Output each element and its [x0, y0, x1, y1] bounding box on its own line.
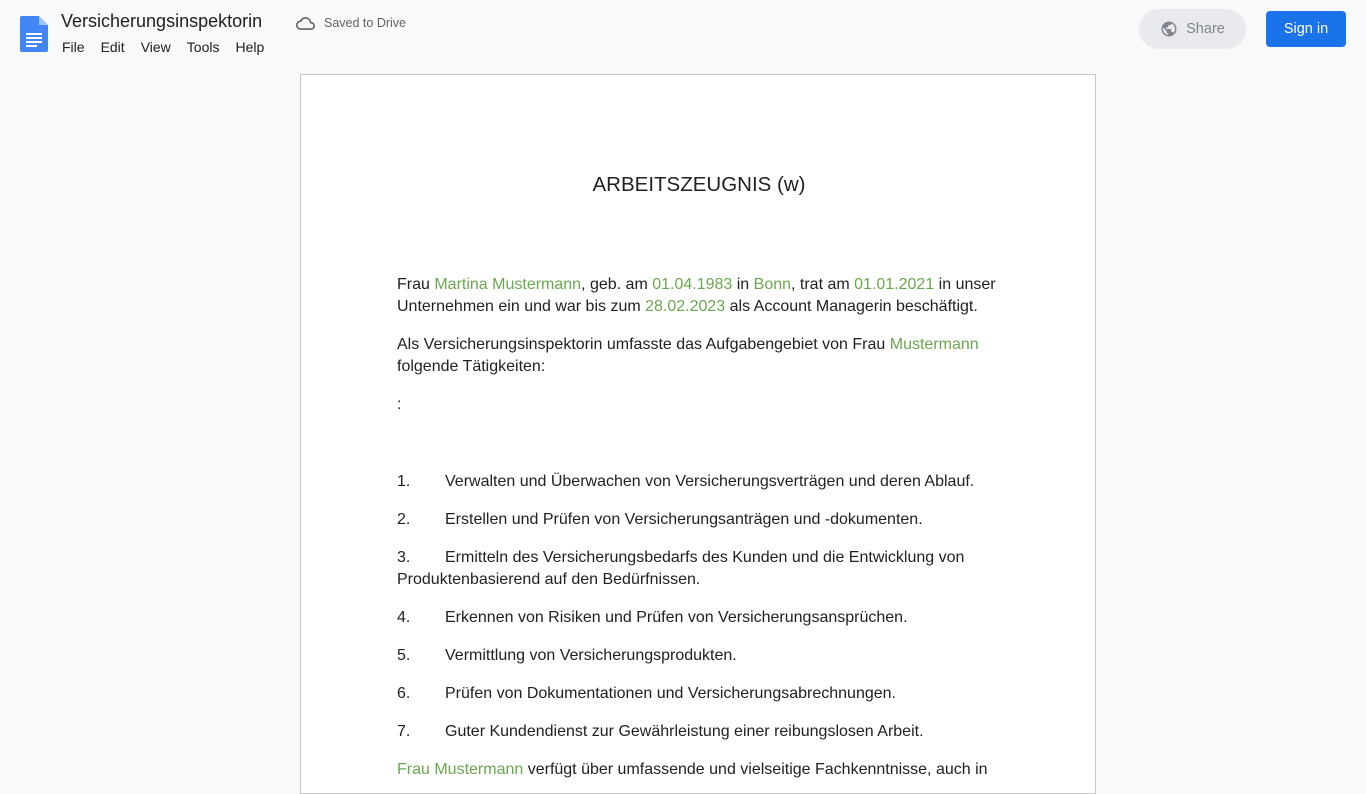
start-date: 01.01.2021 — [854, 276, 935, 293]
list-number: 1. — [397, 473, 411, 490]
share-label: Share — [1186, 21, 1225, 37]
menu-file[interactable]: File — [62, 39, 85, 55]
document-page[interactable] — [300, 74, 1096, 794]
closing-paragraph: Frau Mustermann verfügt über umfassende und vielseitige Fachkenntnisse, auch in — [397, 761, 988, 778]
menu-bar — [54, 36, 272, 58]
list-item — [397, 721, 1001, 743]
employee-surname: Mustermann — [889, 336, 979, 353]
intro-paragraph: Frau Martina Mustermann, geb. am 01.04.1983 in Bonn, trat am 01.01.2021 in unser Unternehmen ein und war bis zum 28.02.2023 als Account Managerin beschäftigt. — [397, 276, 996, 315]
tasks-intro-paragraph: Als Versicherungsinspektorin umfasste das Aufgabengebiet von Frau Mustermann folgende Tätigkeiten: — [397, 336, 979, 375]
employee-name: Martina Mustermann — [434, 276, 582, 293]
document-heading: ARBEITSZEUGNIS (w) — [592, 173, 806, 196]
list-number: 3. — [397, 549, 411, 566]
list-number: 5. — [397, 647, 411, 664]
list-item — [397, 509, 1001, 531]
list-text: Erstellen und Prüfen von Versicherungsanträgen und -dokumenten. — [445, 511, 923, 528]
list-text: Prüfen von Dokumentationen und Versicherungsabrechnungen. — [445, 685, 896, 702]
end-date: 28.02.2023 — [645, 298, 726, 315]
closing-name: Frau Mustermann — [397, 761, 524, 778]
list-text: Erkennen von Risiken und Prüfen von Versicherungsansprüchen. — [445, 609, 908, 626]
list-number: 7. — [397, 723, 411, 740]
save-status — [296, 13, 406, 33]
menu-tools[interactable]: Tools — [186, 39, 220, 55]
list-item — [397, 683, 1001, 705]
list-text: Guter Kundendienst zur Gewährleistung einer reibungslosen Arbeit. — [445, 723, 924, 740]
menu-view[interactable]: View — [140, 39, 171, 55]
sign-in-button[interactable]: Sign in — [1266, 11, 1346, 47]
list-text: Verwalten und Überwachen von Versicherungsverträgen und deren Ablauf. — [445, 473, 975, 490]
document-title[interactable]: Versicherungsinspektorin — [61, 11, 263, 31]
list-item — [397, 547, 1001, 591]
app-header — [0, 0, 1366, 64]
list-number: 2. — [397, 511, 411, 528]
save-status-label: Saved to Drive — [324, 16, 406, 30]
docs-logo-icon[interactable] — [20, 16, 48, 52]
globe-icon — [1160, 20, 1178, 38]
share-button[interactable] — [1139, 9, 1246, 49]
cloud-done-icon — [296, 14, 315, 33]
list-item — [397, 607, 1001, 629]
list-item — [397, 645, 1001, 667]
list-item — [397, 471, 1001, 493]
birth-date: 01.04.1983 — [652, 276, 733, 293]
menu-edit[interactable]: Edit — [100, 39, 125, 55]
colon-line: : — [397, 396, 402, 413]
birth-city: Bonn — [753, 276, 792, 293]
list-text: Ermitteln des Versicherungsbedarfs des Kunden und die Entwicklung von Produktenbasierend auf den Bedürfnissen. — [397, 549, 965, 588]
list-number: 6. — [397, 685, 411, 702]
menu-help[interactable]: Help — [235, 39, 265, 55]
list-text: Vermittlung von Versicherungsprodukten. — [445, 647, 737, 664]
list-number: 4. — [397, 609, 411, 626]
